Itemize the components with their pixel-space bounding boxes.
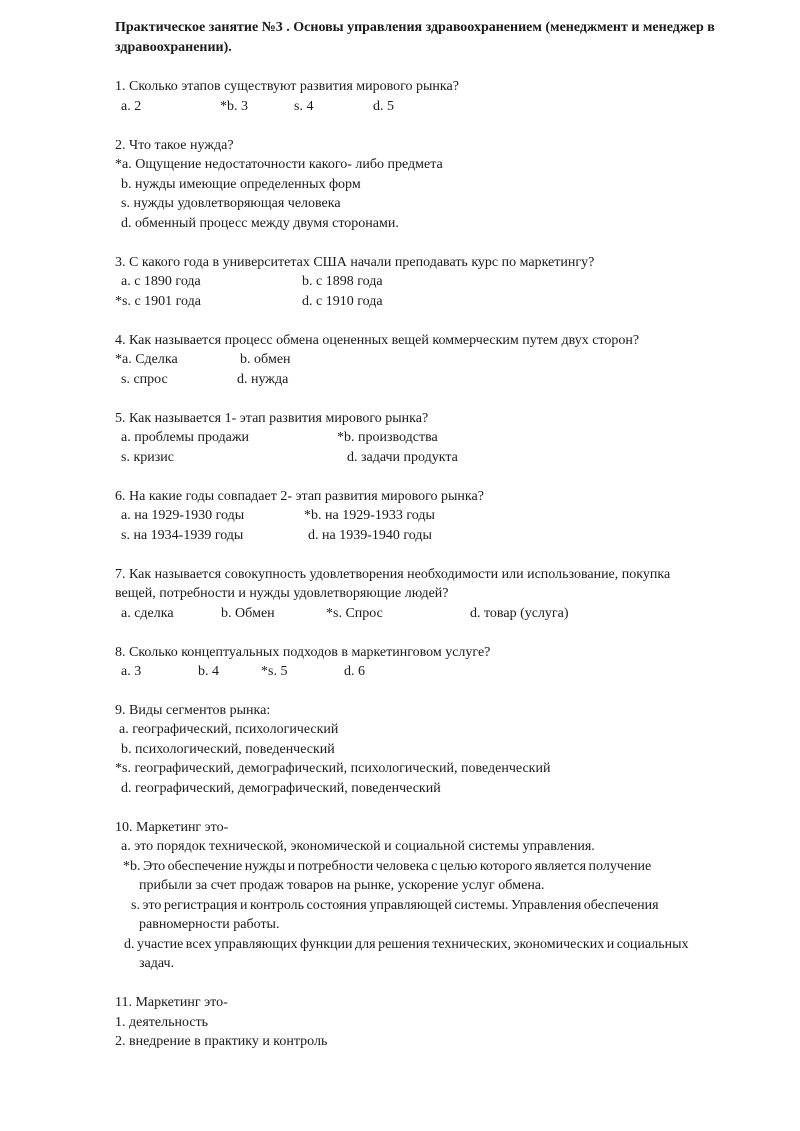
q3-option-d: d. с 1910 года (302, 294, 383, 309)
q6-option-d: d. на 1939-1940 годы (308, 528, 432, 543)
q2-option-s: s. нужды удовлетворяющая человека (121, 196, 341, 211)
q2-option-d: d. обменный процесс между двумя сторонами. (121, 216, 399, 231)
q7-option-b: b. Обмен (221, 606, 275, 621)
q1-option-b: *b. 3 (220, 99, 248, 114)
q5-option-d: d. задачи продукта (347, 450, 458, 465)
q2-option-b: b. нужды имеющие определенных форм (121, 177, 361, 192)
question-6: 6. На какие годы совпадает 2- этап развития мирового рынка? (115, 489, 484, 504)
q3-option-b: b. с 1898 года (302, 274, 383, 289)
question-7-line-1: 7. Как называется совокупность удовлетворения необходимости или использование, покупка (115, 567, 671, 582)
q1-option-s: s. 4 (294, 99, 314, 114)
q3-option-s: *s. с 1901 года (115, 294, 201, 309)
q2-option-a: *a. Ощущение недостаточности какого- либо предмета (115, 157, 443, 172)
question-1: 1. Сколько этапов существуют развития мирового рынка? (115, 79, 459, 94)
q7-option-d: d. товар (услуга) (470, 606, 569, 621)
question-9: 9. Виды сегментов рынка: (115, 703, 271, 718)
q10-option-b-line-1: *b. Это обеспечение нужды и потребности человека с целью которого является получение (123, 859, 652, 874)
q6-option-a: a. на 1929-1930 годы (121, 508, 245, 523)
q10-option-s-line-2: равномерности работы. (139, 917, 280, 932)
q4-option-b: b. обмен (240, 352, 291, 367)
q10-option-d-line-2: задач. (139, 956, 175, 971)
question-4: 4. Как называется процесс обмена оцененных вещей коммерческим путем двух сторон? (115, 333, 640, 348)
q1-option-a: a. 2 (121, 99, 142, 114)
q9-option-a: a. географический, психологический (119, 722, 339, 737)
q8-option-d: d. 6 (344, 664, 365, 679)
q9-option-d: d. географический, демографический, поведенческий (121, 781, 441, 796)
q7-option-a: a. сделка (121, 606, 174, 621)
q7-option-s: *s. Спрос (326, 606, 383, 621)
q9-option-b: b. психологический, поведенческий (121, 742, 335, 757)
q10-option-d-line-1: d. участие всех управляющих функции для решения технических, экономических и социальных (124, 937, 689, 952)
q6-option-b: *b. на 1929-1933 годы (304, 508, 435, 523)
question-8: 8. Сколько концептуальных подходов в маркетинговом услуге? (115, 645, 491, 660)
question-11: 11. Маркетинг это- (115, 995, 228, 1010)
question-7-line-2: вещей, потребности и нужды удовлетворяющие людей? (115, 586, 449, 601)
q11-option-2: 2. внедрение в практику и контроль (115, 1034, 328, 1049)
q10-option-a: a. это порядок технической, экономической и социальной системы управления. (121, 839, 595, 854)
q6-option-s: s. на 1934-1939 годы (121, 528, 244, 543)
q4-option-d: d. нужда (237, 372, 289, 387)
q9-option-s: *s. географический, демографический, психологический, поведенческий (115, 761, 551, 776)
question-2: 2. Что такое нужда? (115, 138, 234, 153)
question-5: 5. Как называется 1- этап развития мирового рынка? (115, 411, 429, 426)
q5-option-s: s. кризис (121, 450, 174, 465)
q10-option-s-line-1: s. это регистрация и контроль состояния управляющей системы. Управления обеспечения (131, 898, 659, 913)
q4-option-s: s. спрос (121, 372, 168, 387)
q8-option-b: b. 4 (198, 664, 219, 679)
q5-option-a: a. проблемы продажи (121, 430, 250, 445)
q4-option-a: *a. Сделка (115, 352, 178, 367)
question-10: 10. Маркетинг это- (115, 820, 229, 835)
q8-option-s: *s. 5 (261, 664, 288, 679)
question-3: 3. С какого года в университетах США начали преподавать курс по маркетингу? (115, 255, 595, 270)
page-title: Практическое занятие №3 . Основы управления здравоохранением (менеджмент и менеджер в здравоохранении). (115, 20, 715, 55)
q5-option-b: *b. производства (337, 430, 438, 445)
q3-option-a: a. с 1890 года (121, 274, 201, 289)
q10-option-b-line-2: прибыли за счет продаж товаров на рынке, ускорение услуг обмена. (139, 878, 545, 893)
q11-option-1: 1. деятельность (115, 1015, 209, 1030)
q8-option-a: a. 3 (121, 664, 142, 679)
q1-option-d: d. 5 (373, 99, 394, 114)
